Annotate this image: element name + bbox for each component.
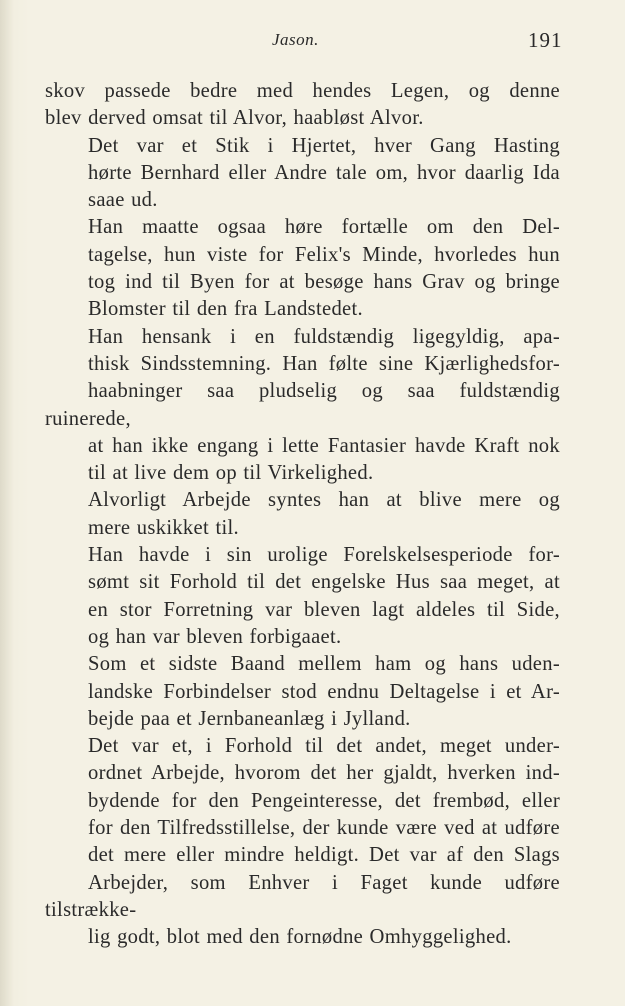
text-line: Alvorligt Arbejde syntes han at blive mere og: [88, 489, 560, 512]
text-line: Det var et, i Forhold til det andet, meget under-: [88, 735, 560, 758]
text-line: Arbejder, som Enhver i Faget kunde udføre tilstrække-: [45, 871, 560, 921]
text-line: Blomster til den fra Landstedet.: [88, 298, 363, 321]
paragraph: [45, 487, 560, 542]
paragraph: [45, 133, 560, 215]
text-line: bejde paa et Jernbaneanlæg i Jylland.: [88, 707, 411, 730]
paragraph: [45, 214, 560, 323]
text-line: tagelse, hun viste for Felix's Minde, hvorledes hun: [88, 243, 560, 266]
text-line: Som et sidste Baand mellem ham og hans uden-: [88, 653, 560, 676]
text-line: blev derved omsat til Alvor, haabløst Alvor.: [45, 107, 424, 130]
text-line: ordnet Arbejde, hvorom det her gjaldt, hverken ind-: [88, 762, 560, 785]
paragraph: [45, 542, 560, 651]
text-line: for den Tilfredsstillelse, der kunde være ved at udføre: [88, 817, 560, 840]
text-line: landske Forbindelser stod endnu Deltagelse i et Ar-: [88, 680, 560, 703]
text-line: til at live dem op til Virkelighed.: [88, 462, 374, 485]
text-line: en stor Forretning var bleven lagt aldeles til Side,: [88, 598, 560, 621]
text-line: saae ud.: [88, 189, 158, 212]
text-line: og han var bleven forbigaaet.: [88, 625, 342, 648]
text-line: Han maatte ogsaa høre fortælle om den Del-: [88, 216, 560, 239]
text-line: thisk Sindsstemning. Han følte sine Kjærlighedsfor-: [88, 352, 560, 375]
paragraph: [45, 78, 560, 133]
text-line: Han havde i sin urolige Forelskelsesperiode for-: [88, 544, 560, 567]
running-head: [0, 30, 625, 54]
text-line: haabninger saa pludselig og saa fuldstændig ruinerede,: [45, 380, 560, 430]
text-line: skov passede bedre med hendes Legen, og denne: [45, 80, 560, 102]
text-line: Han hensank i en fuldstændig ligegyldig, apa-: [88, 325, 560, 348]
body-text: [45, 78, 560, 952]
text-line: Det var et Stik i Hjertet, hver Gang Hasting: [88, 134, 560, 157]
paragraph: [45, 651, 560, 733]
text-line: mere uskikket til.: [88, 516, 239, 539]
text-line: at han ikke engang i lette Fantasier havde Kraft nok: [88, 434, 560, 457]
text-line: lig godt, blot med den fornødne Omhyggelighed.: [88, 926, 512, 949]
text-line: det mere eller mindre heldigt. Det var af den Slags: [88, 844, 560, 867]
text-line: hørte Bernhard eller Andre tale om, hvor daarlig Ida: [88, 161, 560, 184]
page-number: 191: [528, 28, 563, 52]
paragraph: [45, 324, 560, 488]
text-line: sømt sit Forhold til det engelske Hus saa meget, at: [88, 571, 560, 594]
paragraph: [45, 733, 560, 951]
text-line: bydende for den Pengeinteresse, det frembød, eller: [88, 789, 560, 812]
text-line: tog ind til Byen for at besøge hans Grav og bringe: [88, 271, 560, 294]
running-title: Jason.: [272, 30, 319, 49]
